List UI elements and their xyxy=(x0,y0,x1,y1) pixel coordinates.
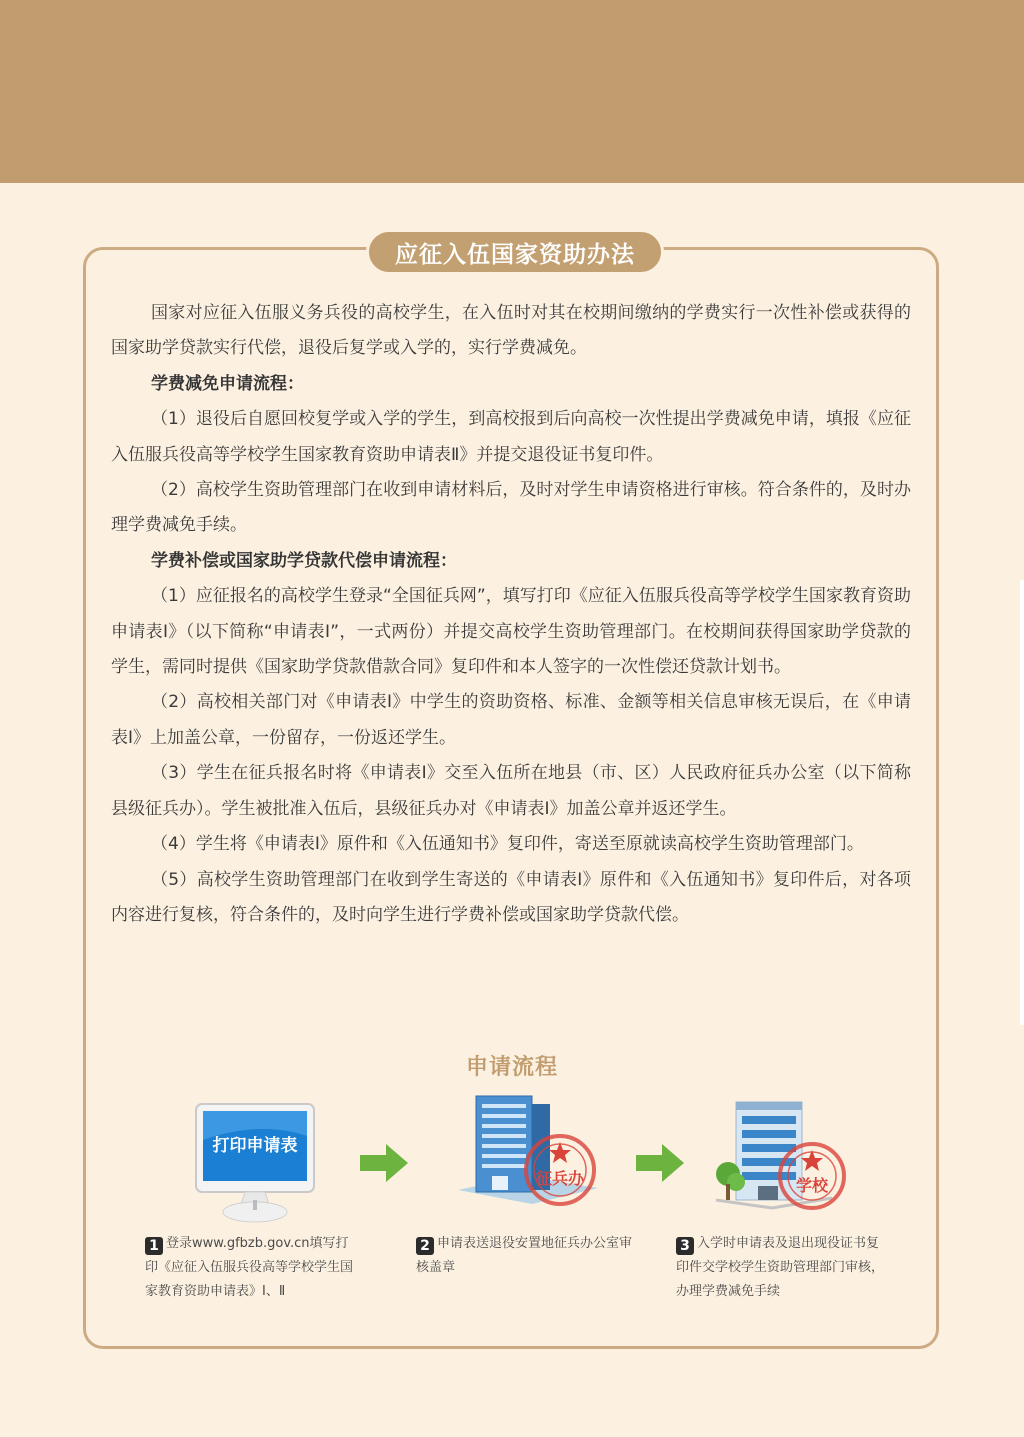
step-text: 登录www.gfbzb.gov.cn填写打印《应征入伍服兵役高等学校学生国家教育资助申请表》Ⅰ、Ⅱ xyxy=(145,1236,354,1299)
step-number-badge: 1 xyxy=(145,1237,163,1255)
section2-item: （1）应征报名的高校学生登录“全国征兵网”，填写打印《应征入伍服兵役高等学校学生国家教育资助申请表Ⅰ》（以下简称“申请表Ⅰ”，一式两份）并提交高校学生资助管理部门。在校期间获得国家助学贷款的学生，需同时提供《国家助学贷款借款合同》复印件和本人签字的一次性偿还贷款计划书。 xyxy=(111,586,911,678)
flow-title: 申请流程 xyxy=(465,1055,558,1080)
school-stamp-icon xyxy=(712,1094,854,1212)
section1-item: （2）高校学生资助管理部门在收到申请材料后，及时对学生申请资格进行审核。符合条件的，及时办理学费减免手续。 xyxy=(111,480,911,536)
step-number-badge: 2 xyxy=(416,1237,434,1255)
page-edge xyxy=(1020,580,1024,1025)
section2-item: （2）高校相关部门对《申请表Ⅰ》中学生的资助资格、标准、金额等相关信息审核无误后，在《申请表Ⅰ》上加盖公章，一份留存，一份返还学生。 xyxy=(111,692,911,748)
page-title: 应征入伍国家资助办法 xyxy=(366,229,664,275)
stamp-label: 学校 xyxy=(795,1176,829,1195)
step-text: 入学时申请表及退出现役证书复印件交学校学生资助管理部门审核，办理学费减免手续 xyxy=(676,1236,885,1299)
flow-step-2 xyxy=(416,1232,638,1280)
section1-item: （1）退役后自愿回校复学或入学的学生，到高校报到后向高校一次性提出学费减免申请，填报《应征入伍服兵役高等学校学生国家教育资助申请表Ⅱ》并提交退役证书复印件。 xyxy=(111,409,911,465)
step-text: 申请表送退役安置地征兵办公室审核盖章 xyxy=(416,1236,633,1275)
flow-step-3 xyxy=(676,1232,890,1304)
section2-item: （4）学生将《申请表Ⅰ》原件和《入伍通知书》复印件，寄送至原就读高校学生资助管理部门。 xyxy=(151,834,864,855)
step-number-badge: 3 xyxy=(676,1237,694,1255)
stamp-label: 征兵办 xyxy=(535,1169,585,1188)
section2-heading: 学费补偿或国家助学贷款代偿申请流程： xyxy=(151,550,457,571)
building-stamp-icon xyxy=(452,1088,602,1206)
arrow-right-icon xyxy=(358,1142,410,1184)
monitor-label: 打印申请表 xyxy=(212,1136,298,1156)
intro-paragraph: 国家对应征入伍服义务兵役的高校学生，在入伍时对其在校期间缴纳的学费实行一次性补偿或获得的国家助学贷款实行代偿，退役后复学或入学的，实行学费减免。 xyxy=(111,303,911,359)
body-text xyxy=(111,296,911,933)
computer-monitor-icon xyxy=(190,1100,320,1228)
arrow-right-icon xyxy=(634,1142,686,1184)
section1-heading: 学费减免申请流程： xyxy=(151,373,304,394)
section2-item: （5）高校学生资助管理部门在收到学生寄送的《申请表Ⅰ》原件和《入伍通知书》复印件后，对各项内容进行复核，符合条件的，及时向学生进行学费补偿或国家助学贷款代偿。 xyxy=(111,869,911,925)
section2-item: （3）学生在征兵报名时将《申请表Ⅰ》交至入伍所在地县（市、区）人民政府征兵办公室（以下简称县级征兵办）。学生被批准入伍后，县级征兵办对《申请表Ⅰ》加盖公章并返还学生。 xyxy=(111,763,911,819)
top-banner xyxy=(0,0,1024,183)
flow-step-1 xyxy=(145,1232,360,1304)
